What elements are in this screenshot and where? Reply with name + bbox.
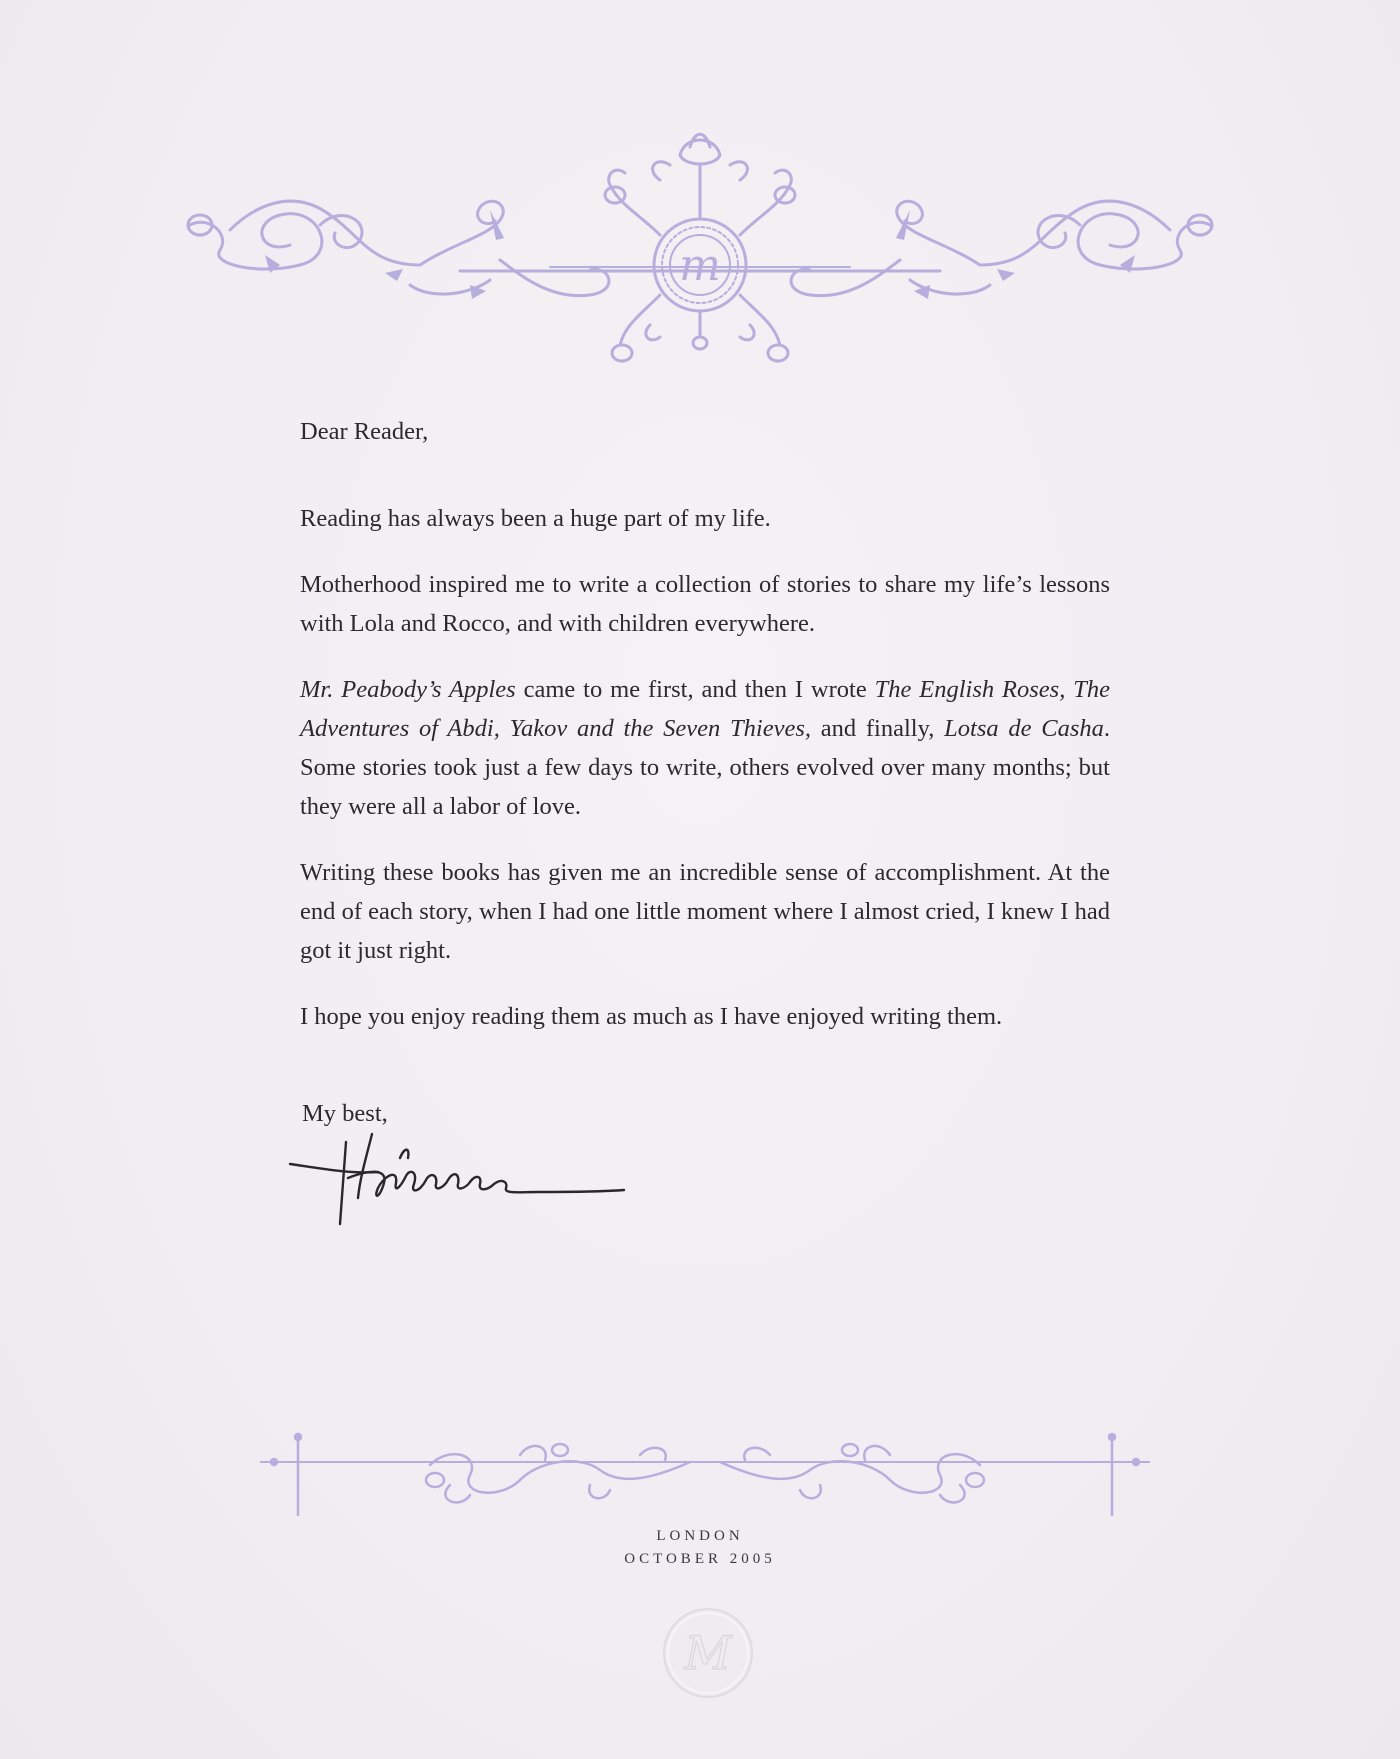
footer-city: LONDON bbox=[656, 1528, 744, 1544]
paragraph-3-text-a: came to me first, and then I wrote bbox=[515, 676, 875, 703]
bottom-floral-ornament bbox=[260, 1425, 1150, 1525]
paragraph-5: I hope you enjoy reading them as much as I have enjoyed writing them. bbox=[300, 1003, 1003, 1030]
salutation: Dear Reader, bbox=[300, 418, 429, 445]
book-titles-roses-abdi: The English Roses, The Adventures of Abdi, Yakov and the Seven Thieves, bbox=[300, 676, 1111, 742]
place-and-date bbox=[0, 1525, 1400, 1571]
book-title-peabody: Mr. Peabody’s Apples bbox=[300, 676, 516, 703]
paragraph-1: Reading has always been a huge part of my life. bbox=[300, 505, 771, 532]
letter-body bbox=[300, 412, 1110, 1063]
top-floral-ornament bbox=[170, 125, 1230, 370]
paragraph-2: Motherhood inspired me to write a collection of stories to share my life’s lessons with Lola and Rocco, and with children everywhere. bbox=[300, 571, 1110, 637]
monogram-letter: m bbox=[679, 240, 721, 291]
footer-date: OCTOBER 2005 bbox=[624, 1551, 776, 1567]
book-title-lotsa: Lotsa de Casha bbox=[944, 715, 1104, 742]
paragraph-3 bbox=[300, 670, 1110, 826]
seal-letter: M bbox=[684, 1626, 732, 1680]
paragraph-3-text-c: . Some stories took just a few days to write, others evolved over many months; but they were all a labor of love. bbox=[300, 715, 1110, 820]
closing: My best, bbox=[302, 1100, 388, 1127]
paragraph-3-text-b: and finally, bbox=[811, 715, 945, 742]
handwritten-signature bbox=[288, 1128, 628, 1228]
paragraph-4: Writing these books has given me an incredible sense of accomplishment. At the end of each story, when I had one little moment where I almost cried, I knew I had got it just right. bbox=[300, 859, 1110, 964]
embossed-seal bbox=[658, 1603, 758, 1703]
